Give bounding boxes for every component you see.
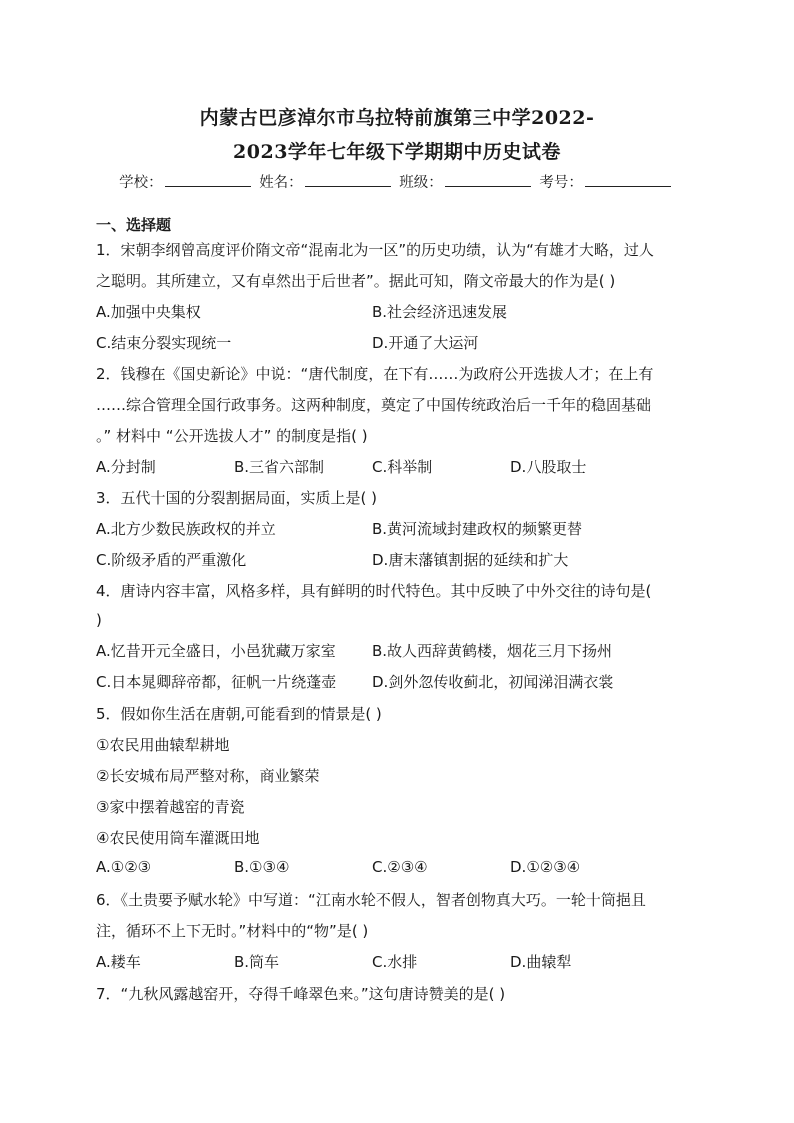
q5-statement-4: ④农民使用筒车灌溉田地	[96, 829, 260, 847]
q3-stem-line1: 3．五代十国的分裂割据局面，实质上是( )	[96, 489, 378, 507]
q4-option-b: B.故人西辞黄鹤楼，烟花三月下扬州	[372, 642, 613, 660]
q6-stem-line1: 6．《土贵要予赋水轮》中写道：“江南水轮不假人，智者创物真大巧。一轮十筒挹且	[96, 891, 646, 909]
q7-stem-line1: 7．“九秋风露越窑开，夺得千峰翠色来。”这句唐诗赞美的是( )	[96, 985, 506, 1003]
q5-stem-line1: 5．假如你生活在唐朝,可能看到的情景是( )	[96, 705, 382, 723]
exam-title-line1: 内蒙古巴彦淖尔市乌拉特前旗第三中学2022-	[199, 107, 595, 129]
q3-option-a: A.北方少数民族政权的并立	[96, 520, 276, 538]
q2-option-a: A.分封制	[96, 458, 156, 476]
q4-option-d: D.剑外忽传收蓟北，初闻涕泪满衣裳	[372, 673, 614, 691]
exam-title-line2: 2023学年七年级下学期期中历史试卷	[233, 141, 561, 163]
exam-no-blank[interactable]	[585, 173, 671, 187]
q5-statement-1: ①农民用曲辕犁耕地	[96, 736, 230, 754]
q1-stem-line1: 1．宋朝李纲曾高度评价隋文帝“混南北为一区”的历史功绩，认为“有雄才大略，过人	[96, 241, 654, 259]
q4-stem-line1: 4．唐诗内容丰富，风格多样，具有鲜明的时代特色。其中反映了中外交往的诗句是(	[96, 582, 652, 600]
q5-option-d: D.①②③④	[510, 858, 581, 876]
q6-option-d: D.曲辕犁	[510, 953, 572, 971]
section-title: 一、选择题	[96, 216, 172, 234]
q6-option-b: B.筒车	[234, 953, 280, 971]
q1-stem-line2: 之聪明。其所建立，又有卓然出于后世者”。据此可知，隋文帝最大的作为是( )	[96, 272, 616, 290]
q4-stem-line2: )	[96, 611, 102, 629]
q4-option-a: A.忆昔开元全盛日，小邑犹藏万家室	[96, 642, 336, 660]
q5-option-a: A.①②③	[96, 858, 152, 876]
q1-option-c: C.结束分裂实现统一	[96, 334, 232, 352]
q2-stem-line3: 。” 材料中 “公开选拔人才” 的制度是指( )	[96, 427, 368, 445]
name-label: 姓名：	[259, 175, 303, 191]
q2-stem-line1: 2．钱穆在《国史新论》中说：“唐代制度，在下有……为政府公开选拔人才；在上有	[96, 365, 654, 383]
student-info-row	[0, 171, 794, 192]
q5-statement-2: ②长安城布局严整对称，商业繁荣	[96, 767, 320, 785]
q5-option-b: B.①③④	[234, 858, 290, 876]
q2-option-c: C.科举制	[372, 458, 433, 476]
q4-option-c: C.日本晁卿辞帝都，征帆一片绕蓬壶	[96, 673, 337, 691]
q3-option-c: C.阶级矛盾的严重激化	[96, 551, 247, 569]
q2-option-d: D.八股取士	[510, 458, 587, 476]
q6-stem-line2: 注，循环不上下无时。”材料中的“物”是( )	[96, 922, 369, 940]
school-blank[interactable]	[165, 173, 251, 187]
q5-option-c: C.②③④	[372, 858, 428, 876]
q3-option-d: D.唐末藩镇割据的延续和扩大	[372, 551, 569, 569]
q2-stem-line2: ……综合管理全国行政事务。这两种制度，奠定了中国传统政治后一千年的稳固基础	[96, 396, 652, 414]
class-blank[interactable]	[445, 173, 531, 187]
q6-option-a: A.耧车	[96, 953, 141, 971]
q1-option-a: A.加强中央集权	[96, 303, 201, 321]
school-label: 学校：	[119, 175, 163, 191]
q6-option-c: C.水排	[372, 953, 418, 971]
q1-option-b: B.社会经济迅速发展	[372, 303, 508, 321]
q5-statement-3: ③家中摆着越窑的青瓷	[96, 798, 245, 816]
exam-no-label: 考号：	[539, 175, 583, 191]
name-blank[interactable]	[305, 173, 391, 187]
q3-option-b: B.黄河流域封建政权的频繁更替	[372, 520, 583, 538]
q2-option-b: B.三省六部制	[234, 458, 325, 476]
class-label: 班级：	[399, 175, 443, 191]
q1-option-d: D.开通了大运河	[372, 334, 479, 352]
